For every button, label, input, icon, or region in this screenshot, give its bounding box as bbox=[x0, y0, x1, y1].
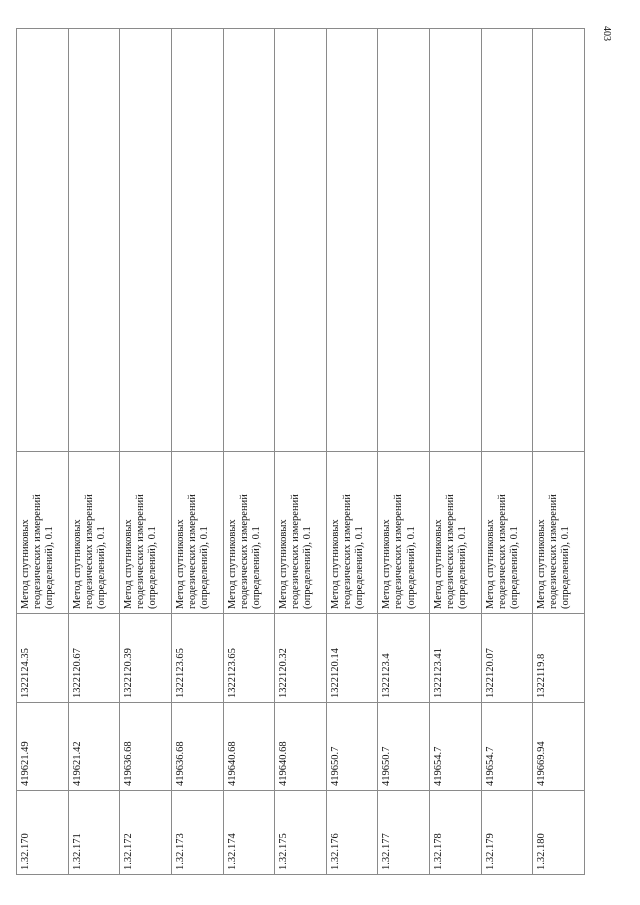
table-row bbox=[17, 29, 69, 875]
empty-cell bbox=[68, 29, 120, 452]
x-coordinate-cell: 419654.7 bbox=[430, 703, 482, 791]
empty-cell bbox=[430, 29, 482, 452]
method-cell: Метод спутниковых геодезических измерений (определений), 0.1 bbox=[120, 452, 172, 614]
point-id-cell: 1.32.171 bbox=[68, 791, 120, 875]
x-coordinate-cell: 419636.68 bbox=[171, 703, 223, 791]
point-id-cell: 1.32.174 bbox=[223, 791, 275, 875]
empty-cell bbox=[17, 29, 69, 452]
empty-cell bbox=[533, 29, 585, 452]
x-coordinate-cell: 419640.68 bbox=[275, 703, 327, 791]
method-cell: Метод спутниковых геодезических измерений (определений), 0.1 bbox=[378, 452, 430, 614]
method-cell: Метод спутниковых геодезических измерений (определений), 0.1 bbox=[17, 452, 69, 614]
table-row bbox=[223, 29, 275, 875]
x-coordinate-cell: 419650.7 bbox=[326, 703, 378, 791]
method-cell: Метод спутниковых геодезических измерений (определений), 0.1 bbox=[533, 452, 585, 614]
y-coordinate-cell: 1322123.4 bbox=[378, 614, 430, 703]
point-id-cell: 1.32.177 bbox=[378, 791, 430, 875]
y-coordinate-cell: 1322119.8 bbox=[533, 614, 585, 703]
x-coordinate-cell: 419650.7 bbox=[378, 703, 430, 791]
point-id-cell: 1.32.170 bbox=[17, 791, 69, 875]
y-coordinate-cell: 1322120.39 bbox=[120, 614, 172, 703]
y-coordinate-cell: 1322120.14 bbox=[326, 614, 378, 703]
table-row bbox=[275, 29, 327, 875]
empty-cell bbox=[275, 29, 327, 452]
table-row bbox=[481, 29, 533, 875]
table-row bbox=[430, 29, 482, 875]
method-cell: Метод спутниковых геодезических измерений (определений), 0.1 bbox=[430, 452, 482, 614]
table-row bbox=[533, 29, 585, 875]
empty-cell bbox=[481, 29, 533, 452]
x-coordinate-cell: 419654.7 bbox=[481, 703, 533, 791]
y-coordinate-cell: 1322123.65 bbox=[171, 614, 223, 703]
table-row bbox=[171, 29, 223, 875]
coordinates-table-body bbox=[17, 29, 585, 875]
y-coordinate-cell: 1322120.32 bbox=[275, 614, 327, 703]
coordinates-table bbox=[16, 28, 585, 875]
point-id-cell: 1.32.180 bbox=[533, 791, 585, 875]
empty-cell bbox=[326, 29, 378, 452]
point-id-cell: 1.32.176 bbox=[326, 791, 378, 875]
empty-cell bbox=[120, 29, 172, 452]
y-coordinate-cell: 1322123.41 bbox=[430, 614, 482, 703]
empty-cell bbox=[171, 29, 223, 452]
x-coordinate-cell: 419621.49 bbox=[17, 703, 69, 791]
point-id-cell: 1.32.175 bbox=[275, 791, 327, 875]
x-coordinate-cell: 419669.94 bbox=[533, 703, 585, 791]
point-id-cell: 1.32.173 bbox=[171, 791, 223, 875]
method-cell: Метод спутниковых геодезических измерений (определений), 0.1 bbox=[275, 452, 327, 614]
x-coordinate-cell: 419621.42 bbox=[68, 703, 120, 791]
table-row bbox=[326, 29, 378, 875]
method-cell: Метод спутниковых геодезических измерений (определений), 0.1 bbox=[68, 452, 120, 614]
empty-cell bbox=[378, 29, 430, 452]
empty-cell bbox=[223, 29, 275, 452]
method-cell: Метод спутниковых геодезических измерений (определений), 0.1 bbox=[326, 452, 378, 614]
y-coordinate-cell: 1322120.07 bbox=[481, 614, 533, 703]
table-row bbox=[378, 29, 430, 875]
method-cell: Метод спутниковых геодезических измерений (определений), 0.1 bbox=[223, 452, 275, 614]
page-number: 403 bbox=[601, 26, 612, 41]
table-row bbox=[120, 29, 172, 875]
point-id-cell: 1.32.172 bbox=[120, 791, 172, 875]
table-row bbox=[68, 29, 120, 875]
method-cell: Метод спутниковых геодезических измерений (определений), 0.1 bbox=[481, 452, 533, 614]
y-coordinate-cell: 1322123.65 bbox=[223, 614, 275, 703]
x-coordinate-cell: 419640.68 bbox=[223, 703, 275, 791]
y-coordinate-cell: 1322120.67 bbox=[68, 614, 120, 703]
point-id-cell: 1.32.178 bbox=[430, 791, 482, 875]
coordinates-table-container bbox=[16, 29, 585, 875]
method-cell: Метод спутниковых геодезических измерений (определений), 0.1 bbox=[171, 452, 223, 614]
point-id-cell: 1.32.179 bbox=[481, 791, 533, 875]
y-coordinate-cell: 1322124.35 bbox=[17, 614, 69, 703]
x-coordinate-cell: 419636.68 bbox=[120, 703, 172, 791]
